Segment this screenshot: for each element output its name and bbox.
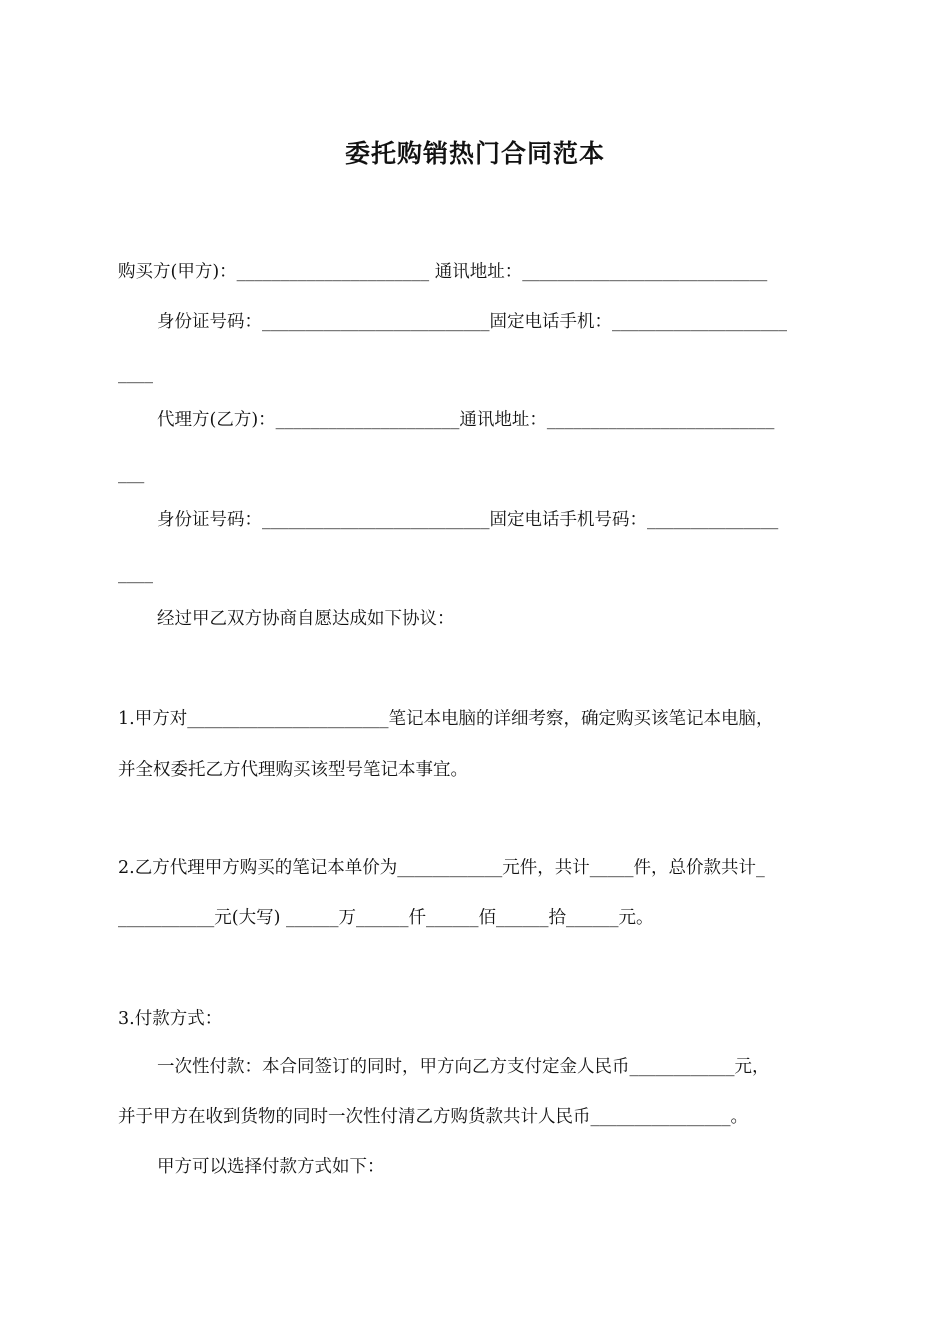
- clause-3-line-1: 一次性付款：本合同签订的同时，甲方向乙方支付定金人民币____________元，: [157, 1057, 770, 1077]
- clause-3-heading: 3.付款方式：: [118, 1009, 223, 1029]
- clause-3-line-2: 并于甲方在收到货物的同时一次性付清乙方购货款共计人民币________________。: [118, 1107, 748, 1127]
- clause-1-line-1: 1.甲方对_______________________笔记本电脑的详细考察，确定购买该笔记本电脑，: [118, 709, 774, 729]
- buyer-id-line-continued: ____: [118, 364, 153, 384]
- document-title: 委托购销热门合同范本: [344, 139, 605, 168]
- clause-2-line-2: ___________元(大写) ______万______仟______佰______拾______元。: [118, 908, 654, 928]
- clause-1-line-2: 并全权委托乙方代理购买该型号笔记本事宜。: [118, 760, 468, 780]
- agent-id-line: 身份证号码：__________________________固定电话手机号码：_______________: [157, 510, 779, 530]
- clause-2-line-1: 2.乙方代理甲方购买的笔记本单价为____________元件，共计_____件，总价款共计_: [118, 858, 765, 878]
- buyer-line: 购买方(甲方)：______________________ 通讯地址：____________________________: [118, 262, 768, 282]
- agent-id-line-continued: ____: [118, 564, 153, 584]
- buyer-id-line: 身份证号码：__________________________固定电话手机：____________________: [157, 312, 787, 332]
- clause-3-line-3: 甲方可以选择付款方式如下：: [157, 1157, 385, 1177]
- agent-line-continued: ___: [118, 464, 145, 484]
- agent-line: 代理方(乙方)：_____________________通讯地址：__________________________: [157, 410, 775, 430]
- agreement-intro: 经过甲乙双方协商自愿达成如下协议：: [157, 609, 455, 629]
